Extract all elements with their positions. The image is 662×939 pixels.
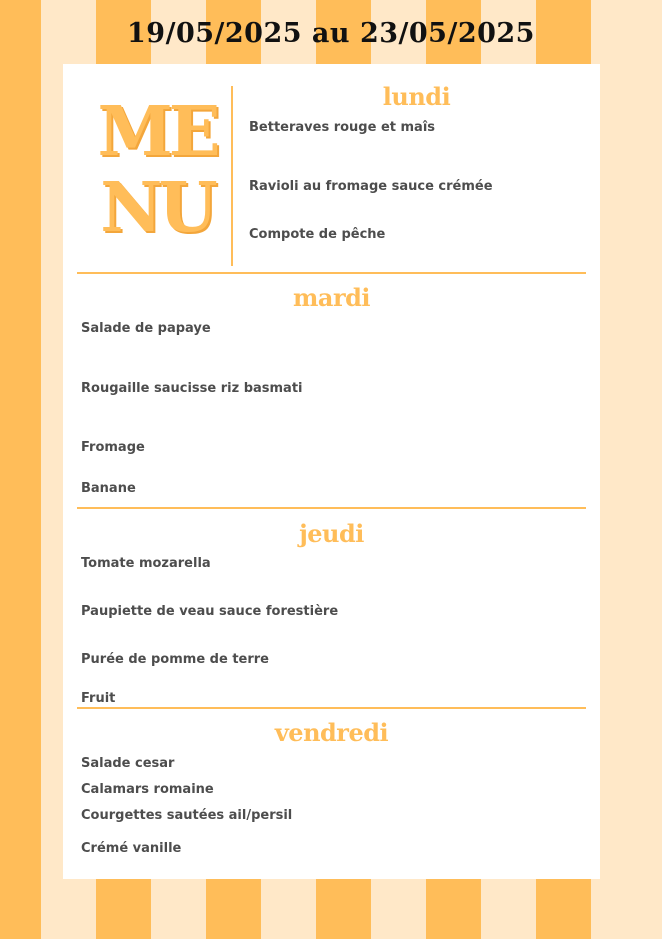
menu-card <box>63 64 600 879</box>
divider-3 <box>77 707 586 709</box>
day-title-vendredi: vendredi <box>274 718 389 747</box>
dish-jeudi-2: Paupiette de veau sauce forestière <box>81 604 339 619</box>
date-range-title: 19/05/2025 au 23/05/2025 <box>127 18 535 49</box>
dish-vendredi-4: Crémé vanille <box>81 841 182 856</box>
day-title-lundi: lundi <box>382 82 451 111</box>
dish-jeudi-4: Fruit <box>81 691 116 706</box>
dish-mardi-1: Salade de papaye <box>81 321 211 336</box>
vertical-divider <box>231 86 233 266</box>
dish-jeudi-1: Tomate mozarella <box>81 556 211 571</box>
dish-mardi-3: Fromage <box>81 440 145 455</box>
dish-jeudi-3: Purée de pomme de terre <box>81 652 269 667</box>
menu-logo-line1: ME <box>97 92 217 172</box>
dish-vendredi-1: Salade cesar <box>81 756 175 771</box>
dish-mardi-2: Rougaille saucisse riz basmati <box>81 381 303 396</box>
menu-logo <box>97 94 217 246</box>
dish-lundi-2: Ravioli au fromage sauce crémée <box>249 179 493 194</box>
dish-lundi-3: Compote de pêche <box>249 227 386 242</box>
dish-vendredi-3: Courgettes sautées ail/persil <box>81 808 293 823</box>
day-title-mardi: mardi <box>293 283 370 312</box>
divider-2 <box>77 507 586 509</box>
dish-lundi-1: Betteraves rouge et maîs <box>249 120 436 135</box>
menu-logo-line2: NU <box>100 168 214 248</box>
day-title-jeudi: jeudi <box>299 519 364 548</box>
dish-vendredi-2: Calamars romaine <box>81 782 214 797</box>
dish-mardi-4: Banane <box>81 481 136 496</box>
divider-1 <box>77 272 586 274</box>
